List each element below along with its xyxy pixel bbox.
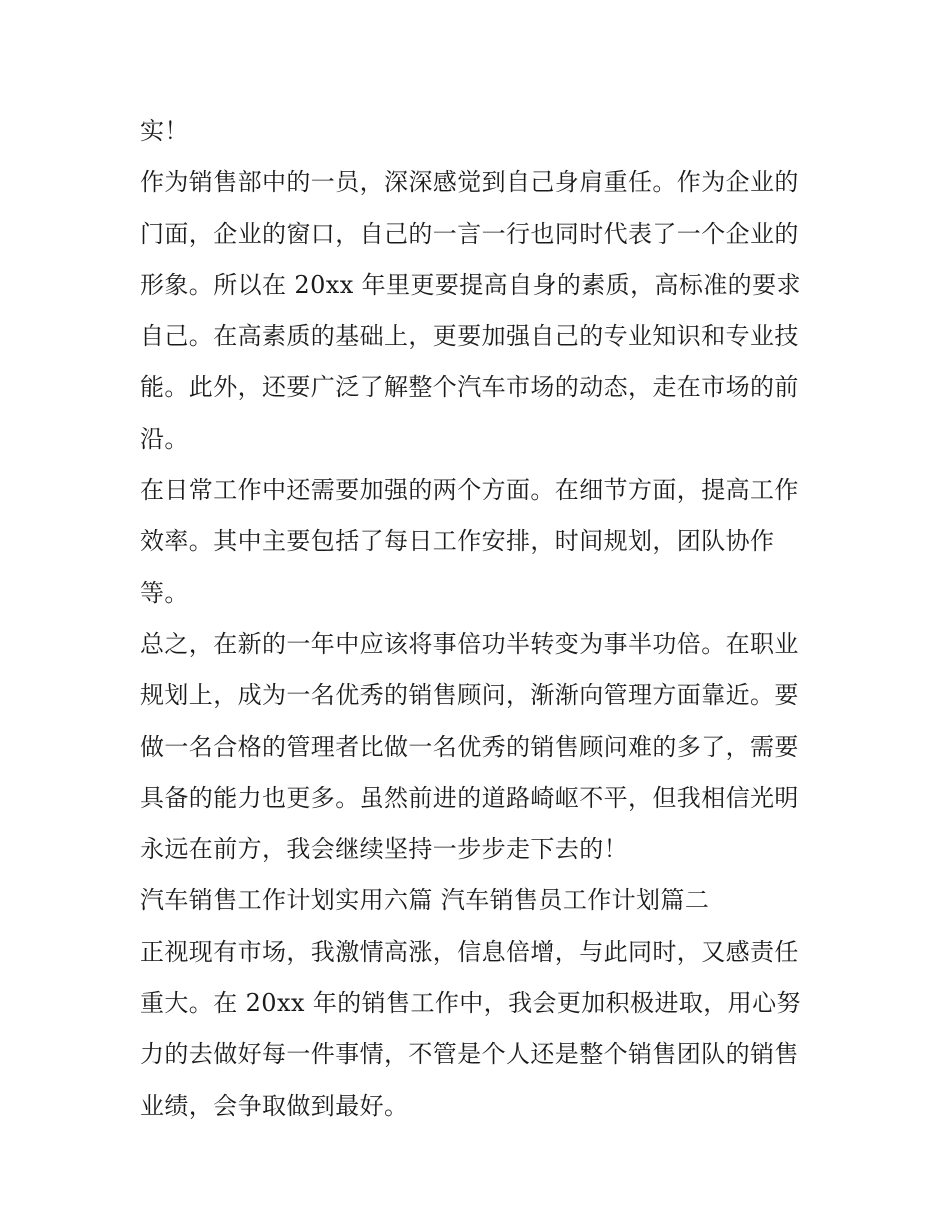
text-line: 在日常工作中还需要加强的两个方面。在细节方面，提高工作 — [140, 476, 799, 505]
text-line: 门面，企业的窗口，自己的一言一行也同时代表了一个企业的 — [140, 219, 799, 248]
section-heading: 汽车销售工作计划实用六篇 汽车销售员工作计划篇二 — [140, 886, 710, 915]
text-line: 永远在前方，我会继续坚持一步步走下去的！ — [140, 835, 628, 864]
text-line: 沿。 — [140, 424, 189, 453]
text-line: 业绩，会争取做到最好。 — [140, 1091, 409, 1120]
text-line: 等。 — [140, 578, 189, 607]
text-line: 力的去做好每一件事情，不管是个人还是整个销售团队的销售 — [140, 1040, 799, 1069]
text-line: 总之，在新的一年中应该将事倍功半转变为事半功倍。在职业 — [140, 629, 799, 658]
text-line: 实！ — [140, 117, 189, 145]
text-line: 重大。在 20xx 年的销售工作中，我会更加积极进取，用心努 — [140, 989, 801, 1018]
text-line: 做一名合格的管理者比做一名优秀的销售顾问难的多了，需要 — [140, 732, 799, 761]
text-line: 效率。其中主要包括了每日工作安排，时间规划，团队协作 — [140, 527, 775, 556]
text-line: 形象。所以在 20xx 年里更要提高自身的素质，高标准的要求 — [140, 270, 801, 299]
text-line: 正视现有市场，我激情高涨，信息倍增，与此同时，又感责任 — [140, 937, 799, 966]
document-body — [140, 106, 820, 1132]
text-line: 自己。在高素质的基础上，更要加强自己的专业知识和专业技 — [140, 322, 799, 351]
text-line: 能。此外，还要广泛了解整个汽车市场的动态，走在市场的前 — [140, 373, 799, 402]
text-line: 具备的能力也更多。虽然前进的道路崎岖不平，但我相信光明 — [140, 783, 799, 812]
text-line: 作为销售部中的一员，深深感觉到自己身肩重任。作为企业的 — [140, 168, 799, 197]
text-line: 规划上，成为一名优秀的销售顾问，渐渐向管理方面靠近。要 — [140, 681, 799, 710]
